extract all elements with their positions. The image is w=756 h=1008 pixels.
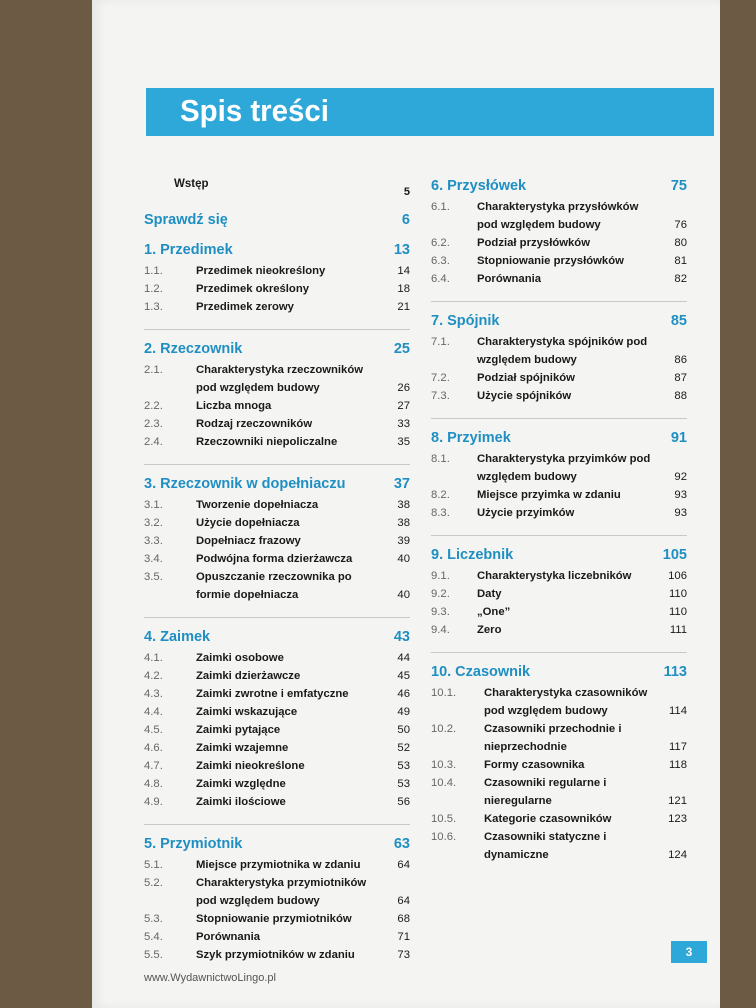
entry-number: 4.5. bbox=[144, 724, 163, 736]
page-title: Spis treści bbox=[180, 93, 329, 128]
section-title: 6. Przysłówek bbox=[431, 178, 527, 194]
section-title: 4. Zaimek bbox=[144, 629, 211, 645]
entry-number: 8.1. bbox=[431, 453, 450, 465]
section-divider bbox=[431, 301, 687, 302]
entry-page-number: 76 bbox=[674, 219, 687, 231]
entry-number: 8.3. bbox=[431, 507, 450, 519]
entry-page-number: 53 bbox=[397, 760, 410, 772]
entry-number: 10.2. bbox=[431, 723, 457, 735]
section-page-number: 113 bbox=[663, 664, 687, 680]
toc-entry bbox=[144, 433, 410, 451]
entry-number: 4.6. bbox=[144, 742, 163, 754]
toc-entry bbox=[144, 856, 410, 874]
section-heading bbox=[431, 547, 687, 567]
section-heading bbox=[431, 313, 687, 333]
toc-section bbox=[144, 242, 410, 316]
toc-entry bbox=[144, 262, 410, 280]
entry-title: Daty bbox=[477, 588, 502, 600]
entry-number: 9.1. bbox=[431, 570, 450, 582]
entry-title: Przedimek zerowy bbox=[196, 301, 294, 313]
toc-entry bbox=[431, 270, 687, 288]
entry-title: Formy czasownika bbox=[484, 759, 585, 771]
toc-entry bbox=[144, 397, 410, 415]
toc-entry bbox=[431, 333, 687, 369]
toc-entry bbox=[144, 649, 410, 667]
toc-entry bbox=[144, 721, 410, 739]
entry-title: Użycie dopełniacza bbox=[196, 517, 300, 529]
toc-entry bbox=[144, 532, 410, 550]
entry-number: 4.1. bbox=[144, 652, 163, 664]
section-divider bbox=[431, 418, 687, 419]
section-divider bbox=[144, 329, 410, 330]
entry-number: 7.1. bbox=[431, 336, 450, 348]
toc-entry bbox=[144, 568, 410, 604]
entry-page-number: 73 bbox=[397, 949, 410, 961]
entry-page-number: 14 bbox=[397, 265, 410, 277]
entry-title: Czasowniki statyczne i dynamiczne bbox=[484, 831, 607, 861]
entry-page-number: 45 bbox=[397, 670, 410, 682]
entry-page-number: 92 bbox=[674, 471, 687, 483]
section-title: 1. Przedimek bbox=[144, 242, 233, 258]
entry-page-number: 117 bbox=[668, 741, 687, 753]
entry-title: Miejsce przymiotnika w zdaniu bbox=[196, 859, 361, 871]
section-heading bbox=[144, 178, 410, 198]
section-heading bbox=[431, 178, 687, 198]
entry-page-number: 38 bbox=[397, 517, 410, 529]
entry-number: 2.2. bbox=[144, 400, 163, 412]
section-divider bbox=[144, 617, 410, 618]
toc-section bbox=[144, 341, 410, 451]
section-page-number: 105 bbox=[662, 547, 687, 563]
toc-entry bbox=[144, 793, 410, 811]
entry-page-number: 64 bbox=[397, 895, 410, 907]
section-page-number: 5 bbox=[403, 186, 410, 198]
entry-title: Charakterystyka przysłówków pod względem budowy bbox=[477, 201, 639, 231]
toc-entry bbox=[431, 774, 687, 810]
entry-title: Zaimki pytające bbox=[196, 724, 281, 736]
toc-entry bbox=[431, 603, 687, 621]
toc-entry bbox=[144, 739, 410, 757]
entry-number: 9.2. bbox=[431, 588, 450, 600]
entry-page-number: 106 bbox=[668, 570, 687, 582]
section-title: 9. Liczebnik bbox=[431, 547, 514, 563]
entry-number: 10.3. bbox=[431, 759, 457, 771]
entry-number: 5.3. bbox=[144, 913, 163, 925]
toc-entry bbox=[431, 234, 687, 252]
toc-section bbox=[431, 430, 687, 522]
toc-section bbox=[144, 629, 410, 811]
entry-page-number: 39 bbox=[397, 535, 410, 547]
entry-title: Tworzenie dopełniacza bbox=[196, 499, 319, 511]
entry-page-number: 40 bbox=[397, 553, 410, 565]
entry-number: 6.2. bbox=[431, 237, 450, 249]
section-heading bbox=[144, 629, 410, 649]
entry-number: 3.3. bbox=[144, 535, 163, 547]
toc-section bbox=[144, 212, 410, 232]
entry-title: Miejsce przyimka w zdaniu bbox=[477, 489, 621, 501]
entry-title: Zaimki osobowe bbox=[196, 652, 284, 664]
title-bar bbox=[146, 88, 714, 136]
toc-entry bbox=[431, 810, 687, 828]
entry-page-number: 81 bbox=[674, 255, 687, 267]
toc-entry bbox=[431, 504, 687, 522]
entry-number: 9.4. bbox=[431, 624, 450, 636]
entry-page-number: 93 bbox=[674, 507, 687, 519]
entry-title: Liczba mnoga bbox=[196, 400, 272, 412]
entry-title: Zaimki względne bbox=[196, 778, 286, 790]
toc-entry bbox=[144, 514, 410, 532]
toc-section bbox=[431, 547, 687, 639]
toc-entry bbox=[431, 567, 687, 585]
entry-title: Przedimek określony bbox=[196, 283, 310, 295]
entry-number: 4.2. bbox=[144, 670, 163, 682]
toc-entry bbox=[431, 369, 687, 387]
section-page-number: 37 bbox=[393, 476, 410, 492]
entry-page-number: 121 bbox=[668, 795, 687, 807]
entry-title: Stopniowanie przysłówków bbox=[477, 255, 624, 267]
toc-section bbox=[431, 664, 687, 864]
toc-entry bbox=[144, 874, 410, 910]
entry-page-number: 44 bbox=[397, 652, 410, 664]
entry-page-number: 52 bbox=[397, 742, 410, 754]
entry-title: „One” bbox=[477, 606, 511, 618]
entry-title: Zaimki dzierżawcze bbox=[196, 670, 301, 682]
entry-page-number: 50 bbox=[397, 724, 410, 736]
entry-page-number: 110 bbox=[668, 606, 687, 618]
entry-title: Stopniowanie przymiotników bbox=[196, 913, 352, 925]
toc-entry bbox=[144, 910, 410, 928]
entry-number: 10.5. bbox=[431, 813, 457, 825]
section-title: Wstęp bbox=[174, 178, 209, 190]
section-heading bbox=[144, 836, 410, 856]
entry-page-number: 68 bbox=[397, 913, 410, 925]
section-heading bbox=[144, 242, 410, 262]
section-page-number: 6 bbox=[401, 212, 410, 228]
toc-section bbox=[144, 476, 410, 604]
section-spacer bbox=[144, 232, 410, 242]
entry-title: Kategorie czasowników bbox=[484, 813, 612, 825]
entry-title: Podział spójników bbox=[477, 372, 575, 384]
entry-title: Porównania bbox=[477, 273, 542, 285]
toc-entry bbox=[431, 252, 687, 270]
section-title: Sprawdź się bbox=[144, 212, 228, 228]
entry-page-number: 21 bbox=[397, 301, 410, 313]
entry-page-number: 111 bbox=[669, 624, 687, 636]
entry-title: Zaimki wskazujące bbox=[196, 706, 298, 718]
entry-number: 2.3. bbox=[144, 418, 163, 430]
section-divider bbox=[144, 464, 410, 465]
entry-number: 10.6. bbox=[431, 831, 457, 843]
section-heading bbox=[144, 212, 410, 232]
entry-page-number: 27 bbox=[397, 400, 410, 412]
toc-entry bbox=[431, 684, 687, 720]
entry-number: 4.7. bbox=[144, 760, 163, 772]
section-page-number: 63 bbox=[393, 836, 410, 852]
entry-number: 9.3. bbox=[431, 606, 450, 618]
toc-entry bbox=[144, 757, 410, 775]
footer-url: www.WydawnictwoLingo.pl bbox=[144, 972, 276, 984]
entry-number: 2.1. bbox=[144, 364, 163, 376]
entry-page-number: 123 bbox=[668, 813, 687, 825]
entry-number: 6.4. bbox=[431, 273, 450, 285]
toc-entry bbox=[144, 928, 410, 946]
entry-title: Porównania bbox=[196, 931, 261, 943]
entry-number: 3.2. bbox=[144, 517, 163, 529]
entry-title: Rodzaj rzeczowników bbox=[196, 418, 313, 430]
entry-number: 3.5. bbox=[144, 571, 163, 583]
entry-number: 6.1. bbox=[431, 201, 450, 213]
toc-entry bbox=[144, 496, 410, 514]
entry-title: Podział przysłówków bbox=[477, 237, 590, 249]
entry-number: 5.2. bbox=[144, 877, 163, 889]
entry-page-number: 64 bbox=[397, 859, 410, 871]
section-title: 8. Przyimek bbox=[431, 430, 511, 446]
entry-title: Charakterystyka czasowników pod względem budowy bbox=[484, 687, 648, 717]
entry-title: Charakterystyka liczebników bbox=[477, 570, 632, 582]
toc-entry bbox=[431, 828, 687, 864]
entry-number: 6.3. bbox=[431, 255, 450, 267]
toc-entry bbox=[144, 280, 410, 298]
toc-entry bbox=[431, 450, 687, 486]
entry-title: Opuszczanie rzeczownika po formie dopełniacza bbox=[196, 571, 352, 601]
section-page-number: 75 bbox=[670, 178, 687, 194]
entry-title: Użycie przyimków bbox=[477, 507, 575, 519]
toc-entry bbox=[431, 585, 687, 603]
entry-page-number: 26 bbox=[397, 382, 410, 394]
section-heading bbox=[431, 430, 687, 450]
toc-entry bbox=[144, 685, 410, 703]
toc-entry bbox=[144, 667, 410, 685]
entry-title: Użycie spójników bbox=[477, 390, 572, 402]
entry-title: Podwójna forma dzierżawcza bbox=[196, 553, 353, 565]
toc-section bbox=[144, 836, 410, 964]
entry-number: 1.2. bbox=[144, 283, 163, 295]
toc-entry bbox=[144, 361, 410, 397]
toc-entry bbox=[144, 946, 410, 964]
section-heading bbox=[144, 476, 410, 496]
entry-page-number: 124 bbox=[668, 849, 687, 861]
toc-entry bbox=[431, 486, 687, 504]
toc-entry bbox=[431, 756, 687, 774]
toc-left-column bbox=[144, 178, 410, 964]
entry-number: 5.4. bbox=[144, 931, 163, 943]
entry-title: Czasowniki regularne i nieregularne bbox=[484, 777, 607, 807]
entry-title: Zaimki wzajemne bbox=[196, 742, 289, 754]
entry-page-number: 93 bbox=[674, 489, 687, 501]
entry-page-number: 82 bbox=[674, 273, 687, 285]
entry-page-number: 49 bbox=[397, 706, 410, 718]
entry-page-number: 38 bbox=[397, 499, 410, 511]
section-title: 10. Czasownik bbox=[431, 664, 531, 680]
page-number: 3 bbox=[671, 941, 707, 963]
toc-entry bbox=[431, 720, 687, 756]
entry-number: 4.3. bbox=[144, 688, 163, 700]
entry-title: Charakterystyka przymiotników pod względem budowy bbox=[196, 877, 367, 907]
entry-number: 8.2. bbox=[431, 489, 450, 501]
entry-number: 7.2. bbox=[431, 372, 450, 384]
entry-page-number: 86 bbox=[674, 354, 687, 366]
toc-entry bbox=[144, 703, 410, 721]
entry-page-number: 56 bbox=[397, 796, 410, 808]
entry-page-number: 53 bbox=[397, 778, 410, 790]
entry-title: Zaimki ilościowe bbox=[196, 796, 286, 808]
entry-number: 3.1. bbox=[144, 499, 163, 511]
entry-number: 4.4. bbox=[144, 706, 163, 718]
entry-title: Szyk przymiotników w zdaniu bbox=[196, 949, 355, 961]
entry-page-number: 87 bbox=[674, 372, 687, 384]
toc-section bbox=[431, 178, 687, 288]
section-page-number: 43 bbox=[393, 629, 410, 645]
entry-page-number: 33 bbox=[397, 418, 410, 430]
entry-number: 10.1. bbox=[431, 687, 457, 699]
toc-entry bbox=[431, 198, 687, 234]
entry-page-number: 118 bbox=[668, 759, 687, 771]
entry-number: 5.1. bbox=[144, 859, 163, 871]
entry-number: 1.3. bbox=[144, 301, 163, 313]
entry-title: Zaimki zwrotne i emfatyczne bbox=[196, 688, 349, 700]
toc-right-column bbox=[431, 178, 687, 864]
entry-page-number: 88 bbox=[674, 390, 687, 402]
entry-page-number: 46 bbox=[397, 688, 410, 700]
section-title: 7. Spójnik bbox=[431, 313, 500, 329]
entry-title: Charakterystyka spójników pod względem budowy bbox=[477, 336, 648, 366]
entry-title: Przedimek nieokreślony bbox=[196, 265, 326, 277]
entry-title: Zero bbox=[477, 624, 502, 636]
entry-number: 7.3. bbox=[431, 390, 450, 402]
entry-number: 4.8. bbox=[144, 778, 163, 790]
entry-title: Czasowniki przechodnie i nieprzechodnie bbox=[484, 723, 622, 753]
section-page-number: 85 bbox=[670, 313, 687, 329]
entry-title: Charakterystyka rzeczowników pod względem budowy bbox=[196, 364, 364, 394]
toc-entry bbox=[144, 775, 410, 793]
section-page-number: 25 bbox=[393, 341, 410, 357]
entry-number: 2.4. bbox=[144, 436, 163, 448]
entry-number: 3.4. bbox=[144, 553, 163, 565]
toc-entry bbox=[431, 621, 687, 639]
entry-page-number: 110 bbox=[668, 588, 687, 600]
entry-page-number: 114 bbox=[668, 705, 687, 717]
entry-number: 4.9. bbox=[144, 796, 163, 808]
entry-page-number: 80 bbox=[674, 237, 687, 249]
toc-entry bbox=[144, 550, 410, 568]
toc-entry bbox=[431, 387, 687, 405]
entry-page-number: 40 bbox=[397, 589, 410, 601]
entry-title: Charakterystyka przyimków pod względem budowy bbox=[477, 453, 651, 483]
section-heading bbox=[144, 341, 410, 361]
section-title: 3. Rzeczownik w dopełniaczu bbox=[144, 476, 346, 492]
section-title: 2. Rzeczownik bbox=[144, 341, 243, 357]
toc-entry bbox=[144, 415, 410, 433]
entry-title: Rzeczowniki niepoliczalne bbox=[196, 436, 338, 448]
section-page-number: 13 bbox=[393, 242, 410, 258]
section-divider bbox=[431, 535, 687, 536]
entry-title: Dopełniacz frazowy bbox=[196, 535, 301, 547]
section-page-number: 91 bbox=[670, 430, 687, 446]
entry-number: 10.4. bbox=[431, 777, 457, 789]
toc-entry bbox=[144, 298, 410, 316]
section-divider bbox=[144, 824, 410, 825]
section-heading bbox=[431, 664, 687, 684]
entry-number: 5.5. bbox=[144, 949, 163, 961]
toc-section bbox=[431, 313, 687, 405]
entry-title: Zaimki nieokreślone bbox=[196, 760, 305, 772]
section-title: 5. Przymiotnik bbox=[144, 836, 243, 852]
entry-page-number: 71 bbox=[397, 931, 410, 943]
section-divider bbox=[431, 652, 687, 653]
entry-page-number: 18 bbox=[397, 283, 410, 295]
toc-section bbox=[144, 178, 410, 198]
section-spacer bbox=[144, 198, 410, 212]
entry-number: 1.1. bbox=[144, 265, 163, 277]
entry-page-number: 35 bbox=[397, 436, 410, 448]
